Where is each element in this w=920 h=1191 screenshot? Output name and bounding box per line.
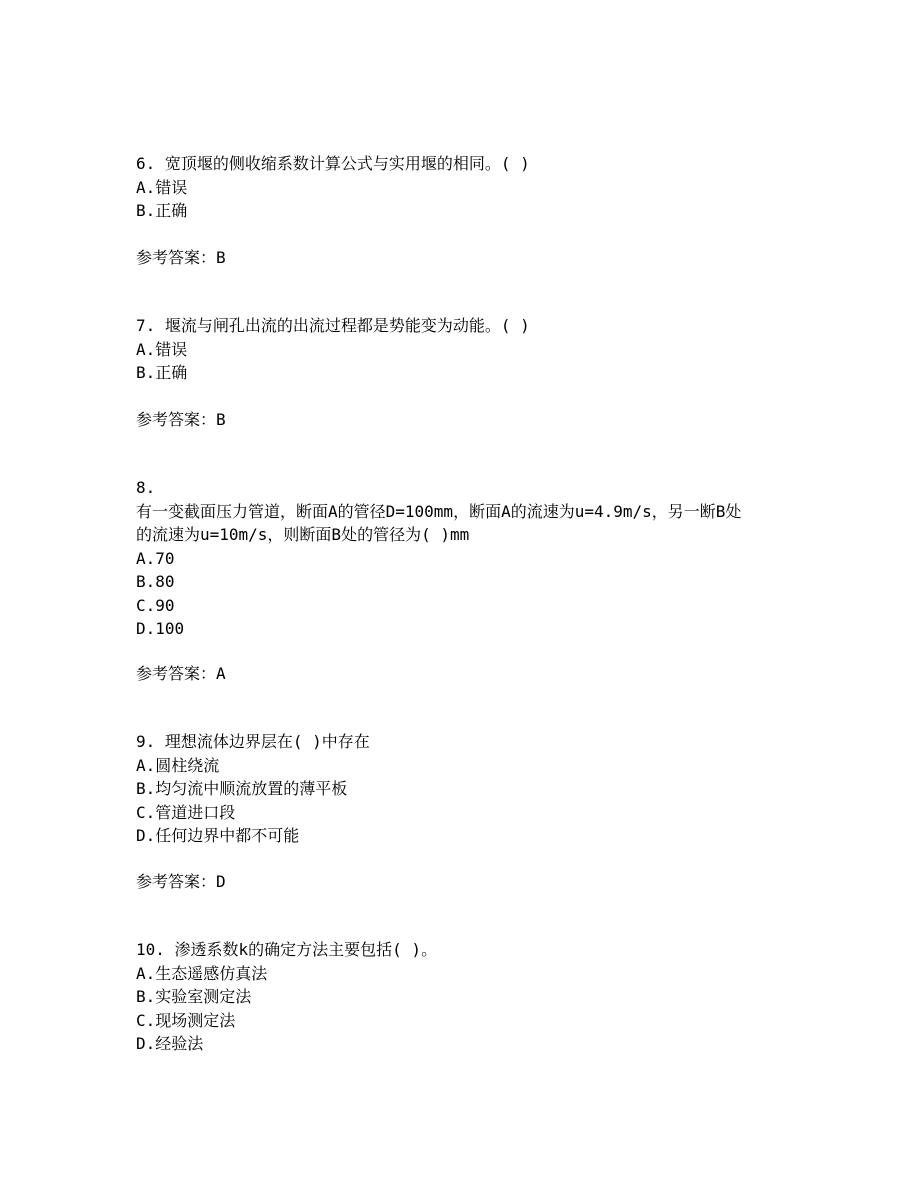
option-c: C.管道进口段 [136,802,236,822]
question-9 [136,730,796,848]
option-a: A.错误 [136,177,188,197]
option-c: C.90 [136,595,175,615]
option-a: A.70 [136,548,175,568]
question-stem: 7. 堰流与闸孔出流的出流过程都是势能变为动能。( ) [136,316,530,335]
answer-9: 参考答案：D [136,872,226,891]
question-6 [136,152,796,223]
option-a: A.生态遥感仿真法 [136,963,268,983]
question-stem-line-1: 有一变截面压力管道，断面A的管径D=100mm，断面A的流速为u=4.9m/s，另一断B处 [136,501,742,521]
question-stem-line-2: 的流速为u=10m/s，则断面B处的管径为( )mm [136,525,470,544]
option-b: B.正确 [136,201,188,220]
option-b: B.实验室测定法 [136,987,252,1006]
question-7 [136,314,796,385]
option-d: D.经验法 [136,1034,204,1053]
option-d: D.任何边界中都不可能 [136,826,300,845]
answer-8: 参考答案：A [136,664,226,683]
option-a: A.圆柱绕流 [136,755,220,775]
question-stem: 9. 理想流体边界层在( )中存在 [136,732,370,751]
option-b: B.80 [136,572,175,591]
option-a: A.错误 [136,339,188,359]
answer-6: 参考答案：B [136,248,226,267]
question-8 [136,476,796,641]
option-b: B.均匀流中顺流放置的薄平板 [136,779,348,798]
option-b: B.正确 [136,363,188,382]
answer-7: 参考答案：B [136,410,226,429]
question-stem: 10. 渗透系数k的确定方法主要包括( )。 [136,940,438,959]
option-c: C.现场测定法 [136,1010,236,1030]
question-number: 8. [136,478,156,497]
question-stem: 6. 宽顶堰的侧收缩系数计算公式与实用堰的相同。( ) [136,154,530,173]
question-10 [136,938,796,1056]
option-d: D.100 [136,619,185,638]
